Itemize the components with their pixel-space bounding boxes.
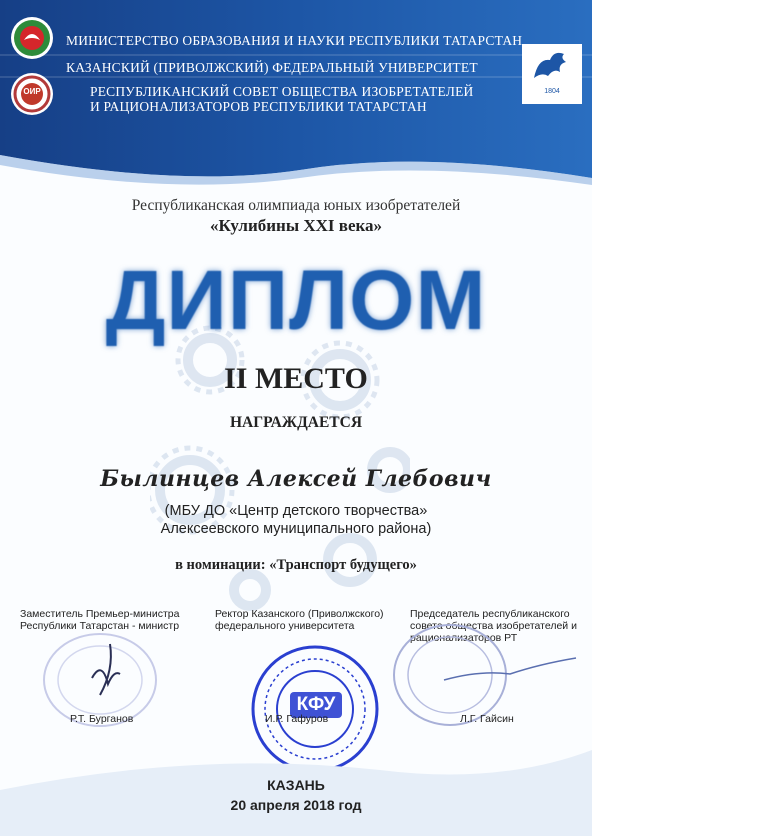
- signature-left-icon: [80, 640, 130, 700]
- kfu-griffin-icon: [530, 48, 574, 84]
- footer-date: 20 апреля 2018 год: [230, 797, 362, 813]
- signatory-2-name: И.Р. Гафуров: [265, 713, 329, 725]
- header-council-line1: РЕСПУБЛИКАНСКИЙ СОВЕТ ОБЩЕСТВА ИЗОБРЕТАТЕЛЕЙ: [90, 84, 474, 99]
- signatory-2-title: Ректор Казанского (Приволжского) федерального университета: [215, 608, 384, 632]
- signatory-3-title: Председатель республиканского совета общества изобретателей и рационализаторов РТ: [410, 608, 577, 644]
- olympiad-subtitle: «Кулибины XXI века»: [209, 216, 383, 235]
- organization-line2: Алексеевского муниципального района): [160, 521, 432, 537]
- awarded-label: НАГРАЖДАЕТСЯ: [229, 414, 363, 431]
- nomination: в номинации: «Транспорт будущего»: [175, 557, 417, 573]
- organization-line1: (МБУ ДО «Центр детского творчества»: [164, 503, 428, 519]
- oir-logo-text: ОИР: [23, 87, 41, 96]
- tatarstan-emblem-icon: [10, 16, 54, 60]
- kfu-logo-year: 1804: [544, 88, 560, 95]
- diploma-title: ДИПЛОМ: [105, 253, 487, 347]
- signatory-1-title: Заместитель Премьер-министра Республики Татарстан - министр: [20, 608, 180, 632]
- kfu-stamp-text: КФУ: [296, 694, 336, 715]
- signature-right-icon: [440, 650, 580, 690]
- olympiad-name: Республиканская олимпиада юных изобретателей: [131, 197, 461, 214]
- footer-city: КАЗАНЬ: [267, 777, 325, 793]
- signatory-3-name: Л.Г. Гайсин: [460, 713, 514, 725]
- place: II МЕСТО: [224, 362, 368, 395]
- header-banner: [0, 0, 592, 185]
- header-ministry: МИНИСТЕРСТВО ОБРАЗОВАНИЯ И НАУКИ РЕСПУБЛИКИ ТАТАРСТАН: [66, 33, 523, 48]
- signatory-1-name: Р.Т. Бурганов: [70, 713, 134, 725]
- header-university: КАЗАНСКИЙ (ПРИВОЛЖСКИЙ) ФЕДЕРАЛЬНЫЙ УНИВЕРСИТЕТ: [66, 60, 478, 75]
- recipient-name: Былинцев Алексей Глебович: [100, 466, 492, 492]
- header-council-line2: И РАЦИОНАЛИЗАТОРОВ РЕСПУБЛИКИ ТАТАРСТАН: [90, 99, 427, 114]
